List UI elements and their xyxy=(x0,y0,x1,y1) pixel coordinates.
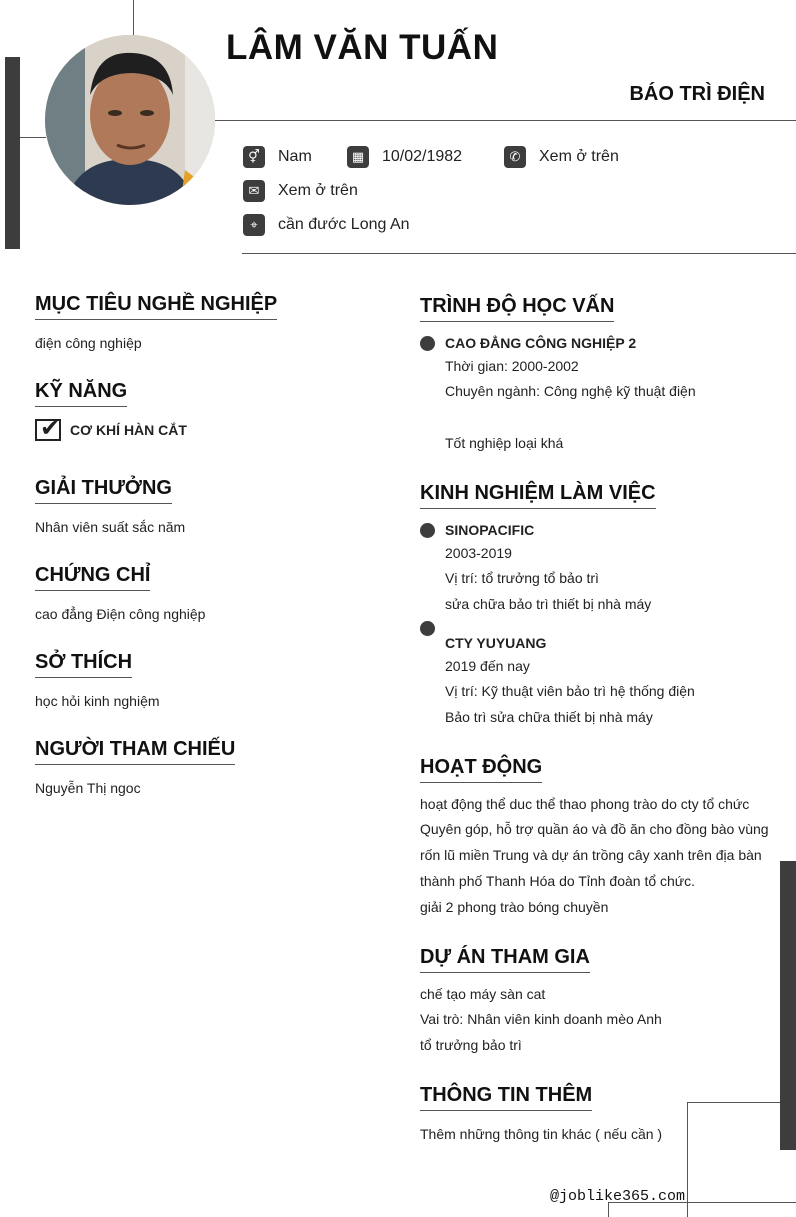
birthday-value: 10/02/1982 xyxy=(382,148,463,165)
calendar-icon: ▦ xyxy=(347,146,369,168)
projects-line: Vai trò: Nhân viên kinh doanh mèo Anh xyxy=(420,1011,662,1027)
activities-line: Quyên góp, hỗ trợ quần áo và đồ ăn cho đồng bào vùng xyxy=(420,821,769,837)
education-heading: TRÌNH ĐỘ HỌC VẤN xyxy=(420,295,614,322)
awards-heading: GIẢI THƯỞNG xyxy=(35,477,172,504)
references-text: Nguyễn Thị ngoc xyxy=(35,780,141,796)
experience-role: Vị trí: tổ trưởng tổ bảo trì xyxy=(445,570,599,586)
email-value: Xem ở trên xyxy=(278,182,358,199)
education-school: CAO ĐẲNG CÔNG NGHIỆP 2 xyxy=(445,335,637,351)
watermark: @joblike365.com xyxy=(550,1188,686,1205)
experience-bullet xyxy=(420,621,435,636)
top-vertical-line xyxy=(133,0,134,36)
hobbies-heading: SỞ THÍCH xyxy=(35,651,132,678)
education-result: Tốt nghiệp loại khá xyxy=(445,435,564,451)
activities-line: hoạt động thể duc thể thao phong trào do cty tổ chức xyxy=(420,796,750,812)
contact-gender xyxy=(243,146,312,168)
skill-item: CƠ KHÍ HÀN CẮT xyxy=(70,422,187,438)
more-info-text: Thêm những thông tin khác ( nếu cần ) xyxy=(420,1126,663,1142)
experience-desc: Bảo trì sửa chữa thiết bị nhà máy xyxy=(445,709,653,725)
certificates-heading: CHỨNG CHỈ xyxy=(35,564,150,591)
header-divider-bottom xyxy=(242,253,796,254)
phone-value: Xem ở trên xyxy=(539,148,619,165)
activities-line: rốn lũ miền Trung và dự án trồng cây xanh trên địa bàn xyxy=(420,847,762,863)
phone-icon: ✆ xyxy=(504,146,526,168)
references-heading: NGƯỜI THAM CHIẾU xyxy=(35,738,235,765)
address-value: cần đước Long An xyxy=(278,216,410,233)
experience-period: 2019 đến nay xyxy=(445,658,530,674)
experience-heading: KINH NGHIỆM LÀM VIỆC xyxy=(420,482,656,509)
objective-heading: MỤC TIÊU NGHỀ NGHIỆP xyxy=(35,293,277,320)
contact-phone xyxy=(504,146,619,168)
certificates-text: cao đẳng Điện công nghiệp xyxy=(35,606,206,622)
experience-company: SINOPACIFIC xyxy=(445,522,535,538)
corner-box-left xyxy=(687,1102,688,1217)
header-divider-top xyxy=(215,120,796,121)
gender-icon: ⚥ xyxy=(243,146,265,168)
candidate-name: LÂM VĂN TUẤN xyxy=(226,28,499,67)
contact-birthday xyxy=(347,146,462,168)
location-icon: ⌖ xyxy=(243,214,265,236)
candidate-position: BÁO TRÌ ĐIỆN xyxy=(629,83,765,105)
gender-value: Nam xyxy=(278,148,312,165)
projects-line: tổ trưởng bảo trì xyxy=(420,1037,522,1053)
activities-line: thành phố Thanh Hóa do Tỉnh đoàn tổ chức. xyxy=(420,873,696,889)
corner-box-top xyxy=(687,1102,780,1103)
experience-company: CTY YUYUANG xyxy=(445,635,547,651)
activities-heading: HOẠT ĐỘNG xyxy=(420,756,542,783)
right-accent-bar xyxy=(780,861,796,1150)
checkbox-checked-icon: ✔ xyxy=(35,419,61,441)
education-bullet xyxy=(420,336,435,351)
projects-heading: DỰ ÁN THAM GIA xyxy=(420,946,590,973)
email-icon: ✉ xyxy=(243,180,265,202)
education-time: Thời gian: 2000-2002 xyxy=(445,358,579,374)
contact-email xyxy=(243,180,358,202)
left-accent-bar xyxy=(5,57,20,249)
objective-text: điện công nghiệp xyxy=(35,335,142,351)
more-info-heading: THÔNG TIN THÊM xyxy=(420,1084,592,1111)
projects-line: chế tạo máy sàn cat xyxy=(420,986,546,1002)
avatar xyxy=(45,35,215,205)
hobbies-text: học hỏi kinh nghiệm xyxy=(35,693,160,709)
education-major: Chuyên ngành: Công nghệ kỹ thuật điện xyxy=(445,383,696,399)
experience-bullet xyxy=(420,523,435,538)
left-horizontal-line xyxy=(20,137,46,138)
skills-heading: KỸ NĂNG xyxy=(35,380,127,407)
experience-desc: sửa chữa bảo trì thiết bị nhà máy xyxy=(445,596,652,612)
contact-address xyxy=(243,214,410,236)
activities-line: giải 2 phong trào bóng chuyền xyxy=(420,899,609,915)
awards-text: Nhân viên suất sắc năm xyxy=(35,519,186,535)
experience-role: Vị trí: Kỹ thuật viên bảo trì hệ thống điện xyxy=(445,683,695,699)
experience-period: 2003-2019 xyxy=(445,545,512,561)
